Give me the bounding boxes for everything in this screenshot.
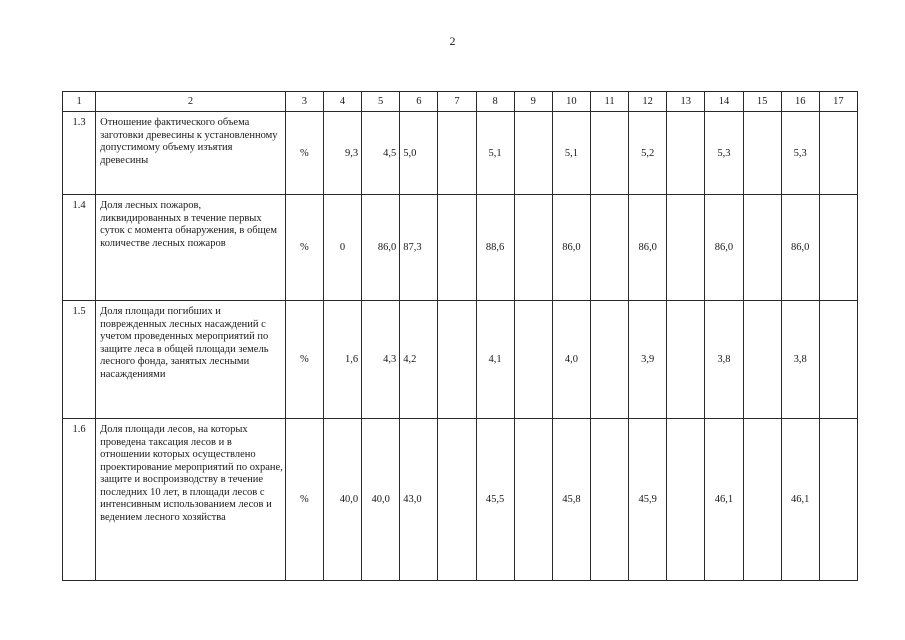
column-header: 1: [63, 92, 96, 112]
value-cell: [590, 195, 628, 301]
value-cell: [438, 195, 476, 301]
column-header: 10: [552, 92, 590, 112]
value-cell: 5,3: [781, 112, 819, 195]
value-cell: [514, 195, 552, 301]
column-header: 16: [781, 92, 819, 112]
value-cell: 5,3: [705, 112, 743, 195]
row-number: 1.5: [63, 301, 96, 419]
value-cell: 46,1: [781, 419, 819, 581]
value-cell: 86,0: [781, 195, 819, 301]
row-number: 1.6: [63, 419, 96, 581]
column-header: 2: [96, 92, 286, 112]
indicator-name: Доля площади погибших и поврежденных лесных насаждений с учетом проведенных мероприятий по защите леса в общей площади земель лесного фонда, занятых лесными насаждениями: [96, 301, 286, 419]
column-header: 12: [629, 92, 667, 112]
table-row: [63, 419, 858, 581]
indicator-name: Доля площади лесов, на которых проведена таксация лесов и в отношении которых осуществлено проектирование мероприятий по охране, защите и воспроизводству в течение последних 10 лет, в площади лесов с интенсивным использованием лесов и ведением лесного хозяйства: [96, 419, 286, 581]
value-cell: 4,2: [400, 301, 438, 419]
value-cell: 40,0: [323, 419, 361, 581]
column-header: 13: [667, 92, 705, 112]
value-cell: 5,2: [629, 112, 667, 195]
table-row: [63, 112, 858, 195]
value-cell: 86,0: [552, 195, 590, 301]
value-cell: 4,1: [476, 301, 514, 419]
value-cell: 86,0: [629, 195, 667, 301]
unit-cell: %: [285, 195, 323, 301]
column-header: 8: [476, 92, 514, 112]
value-cell: [819, 301, 857, 419]
value-cell: 4,0: [552, 301, 590, 419]
value-cell: 3,8: [781, 301, 819, 419]
column-header: 3: [285, 92, 323, 112]
value-cell: [514, 301, 552, 419]
value-cell: [514, 419, 552, 581]
value-cell: [743, 112, 781, 195]
value-cell: [743, 195, 781, 301]
value-cell: 86,0: [362, 195, 400, 301]
indicator-name: Отношение фактического объема заготовки древесины к установленному допустимому объему изъятия древесины: [96, 112, 286, 195]
column-header: 17: [819, 92, 857, 112]
value-cell: [438, 419, 476, 581]
value-cell: 3,8: [705, 301, 743, 419]
column-header: 11: [590, 92, 628, 112]
column-header: 4: [323, 92, 361, 112]
column-header: 7: [438, 92, 476, 112]
value-cell: [819, 195, 857, 301]
column-header: 15: [743, 92, 781, 112]
value-cell: 9,3: [323, 112, 361, 195]
value-cell: [743, 301, 781, 419]
column-header: 5: [362, 92, 400, 112]
value-cell: 88,6: [476, 195, 514, 301]
column-header: 9: [514, 92, 552, 112]
table-row: [63, 195, 858, 301]
unit-cell: %: [285, 419, 323, 581]
value-cell: [819, 419, 857, 581]
value-cell: 45,5: [476, 419, 514, 581]
value-cell: [667, 195, 705, 301]
value-cell: 40,0: [362, 419, 400, 581]
row-number: 1.3: [63, 112, 96, 195]
indicator-name: Доля лесных пожаров, ликвидированных в течение первых суток с момента обнаружения, в общем количестве лесных пожаров: [96, 195, 286, 301]
value-cell: [438, 301, 476, 419]
header-row: [63, 92, 858, 112]
value-cell: 3,9: [629, 301, 667, 419]
value-cell: 5,1: [552, 112, 590, 195]
value-cell: [667, 301, 705, 419]
value-cell: 86,0: [705, 195, 743, 301]
unit-cell: %: [285, 112, 323, 195]
value-cell: 4,5: [362, 112, 400, 195]
value-cell: [438, 112, 476, 195]
value-cell: [743, 419, 781, 581]
page-number: 2: [449, 34, 456, 48]
value-cell: 46,1: [705, 419, 743, 581]
value-cell: [590, 301, 628, 419]
value-cell: [819, 112, 857, 195]
table-row: [63, 301, 858, 419]
value-cell: 4,3: [362, 301, 400, 419]
value-cell: [514, 112, 552, 195]
value-cell: 43,0: [400, 419, 438, 581]
value-cell: [667, 419, 705, 581]
value-cell: 87,3: [400, 195, 438, 301]
value-cell: 45,9: [629, 419, 667, 581]
value-cell: [667, 112, 705, 195]
value-cell: 5,0: [400, 112, 438, 195]
column-header: 6: [400, 92, 438, 112]
column-header: 14: [705, 92, 743, 112]
value-cell: 5,1: [476, 112, 514, 195]
value-cell: [590, 419, 628, 581]
unit-cell: %: [285, 301, 323, 419]
value-cell: [590, 112, 628, 195]
value-cell: 0: [323, 195, 361, 301]
value-cell: 1,6: [323, 301, 361, 419]
row-number: 1.4: [63, 195, 96, 301]
value-cell: 45,8: [552, 419, 590, 581]
indicators-table: [62, 91, 858, 581]
